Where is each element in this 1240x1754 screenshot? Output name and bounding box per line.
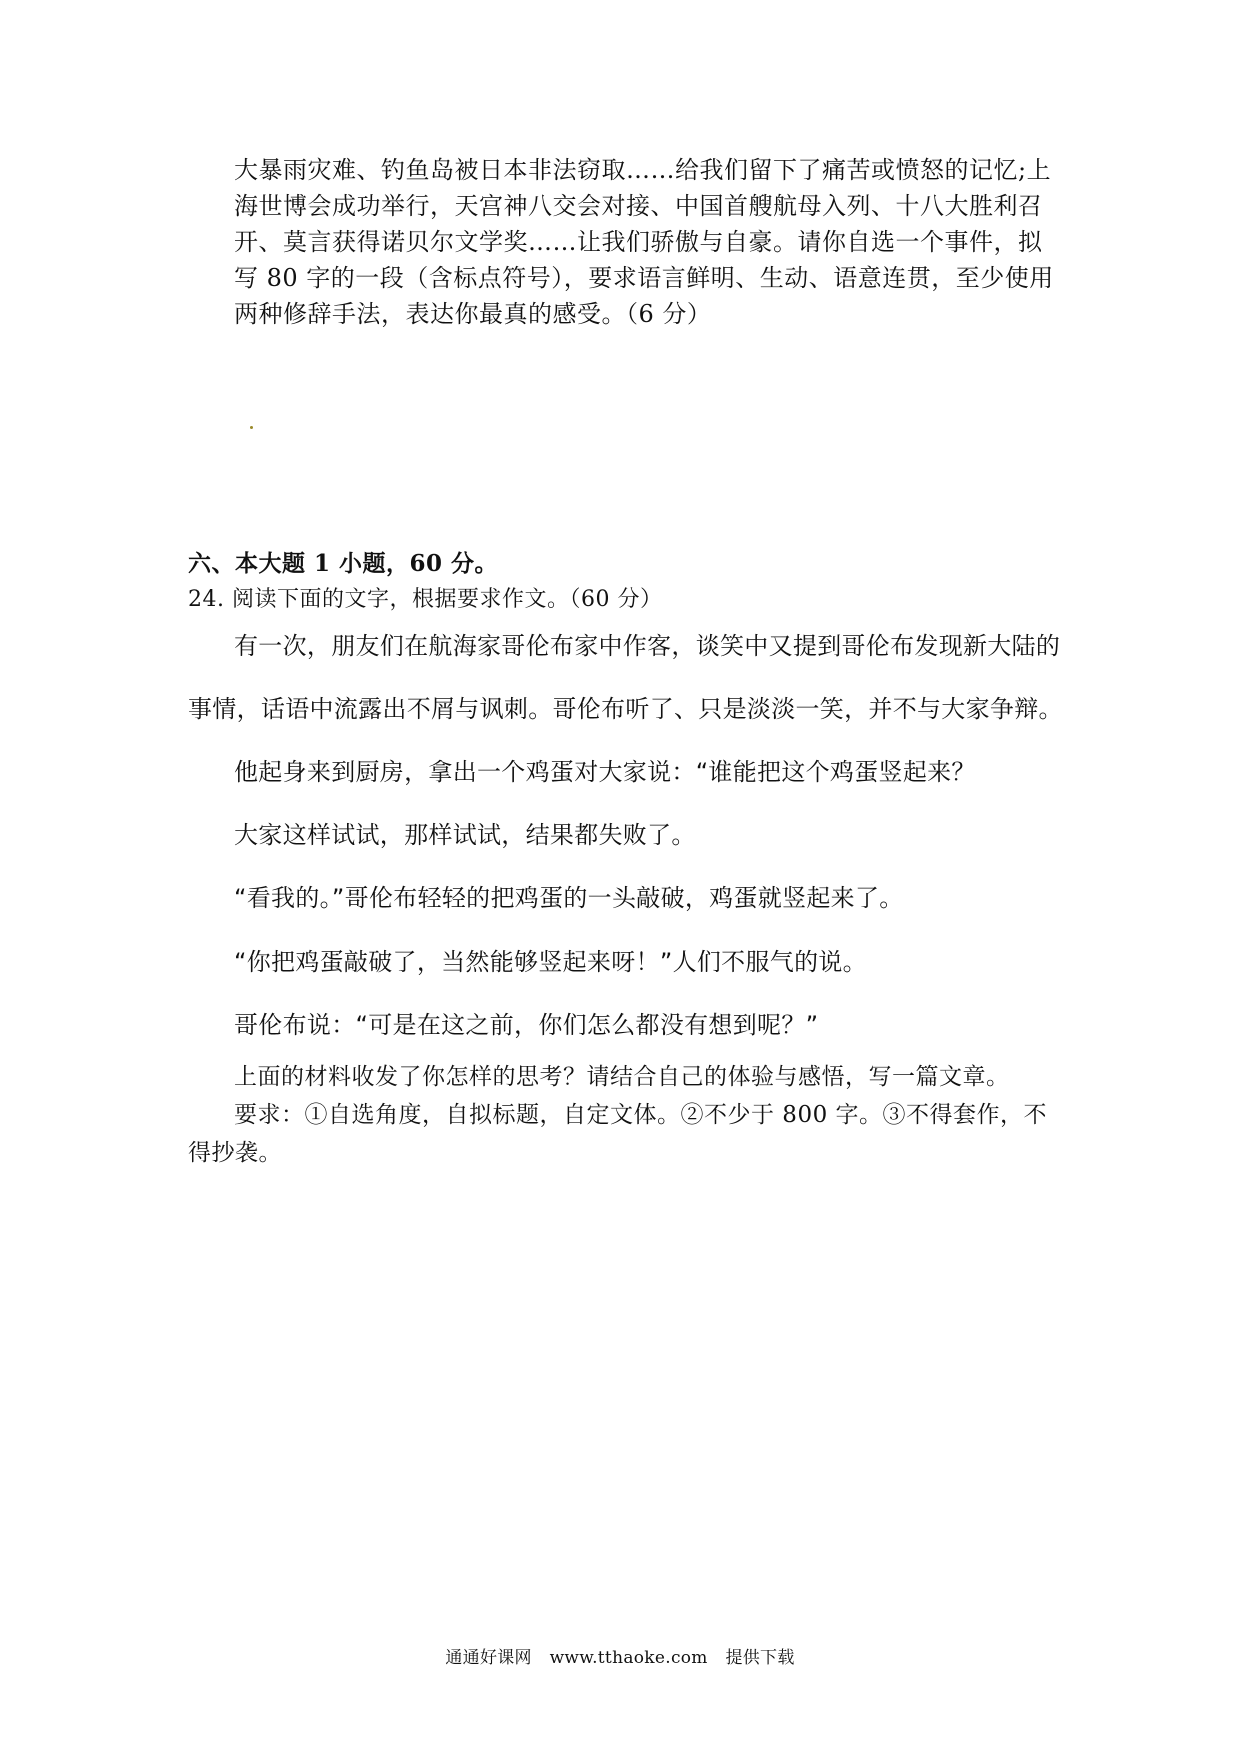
essay-requirements: 要求：①自选角度，自拟标题，自定文体。②不少于 800 字。③不得套作，不得抄袭。 bbox=[188, 1102, 1048, 1166]
story-line-4: 大家这样试试，那样试试，结果都失败了。 bbox=[234, 821, 696, 849]
question-24: 24. 阅读下面的文字，根据要求作文。（60 分） bbox=[188, 587, 663, 612]
intro-paragraph: 大暴雨灾难、钓鱼岛被日本非法窃取……给我们留下了痛苦或愤怒的记忆;上海世博会成功举行，天宫神八交会对接、中国首艘航母入列、十八大胜利召开、莫言获得诺贝尔文学奖……让我们骄傲与自豪。请你自选一个事件，拟写 80 字的一段（含标点符号），要求语言鲜明、生动、语意连贯，至少使用两种修辞手法，表达你最真的感受。（6 分） bbox=[234, 156, 1054, 328]
scan-speck bbox=[250, 426, 253, 429]
story-line-7: 哥伦布说：“可是在这之前，你们怎么都没有想到呢？” bbox=[234, 1011, 819, 1039]
footer-url[interactable]: www.tthaoke.com bbox=[549, 1648, 708, 1668]
footer-suffix: 提供下载 bbox=[725, 1648, 795, 1668]
essay-prompt: 上面的材料收发了你怎样的思考？请结合自己的体验与感悟，写一篇文章。 bbox=[234, 1064, 1010, 1090]
section-heading: 六、本大题 1 小题，60 分。 bbox=[188, 550, 499, 577]
page-footer bbox=[0, 1643, 1240, 1668]
story-line-6: “你把鸡蛋敲破了，当然能够竖起来呀！”人们不服气的说。 bbox=[234, 948, 867, 976]
footer-site-name: 通通好课网 bbox=[445, 1648, 532, 1668]
story-line-2: 事情，话语中流露出不屑与讽刺。哥伦布听了、只是淡淡一笑，并不与大家争辩。 bbox=[188, 695, 1063, 723]
story-line-1: 有一次，朋友们在航海家哥伦布家中作客，谈笑中又提到哥伦布发现新大陆的 bbox=[234, 632, 1061, 660]
story-line-3: 他起身来到厨房，拿出一个鸡蛋对大家说：“谁能把这个鸡蛋竖起来？ bbox=[234, 758, 976, 786]
story-line-5: “看我的。”哥伦布轻轻的把鸡蛋的一头敲破，鸡蛋就竖起来了。 bbox=[234, 884, 904, 912]
